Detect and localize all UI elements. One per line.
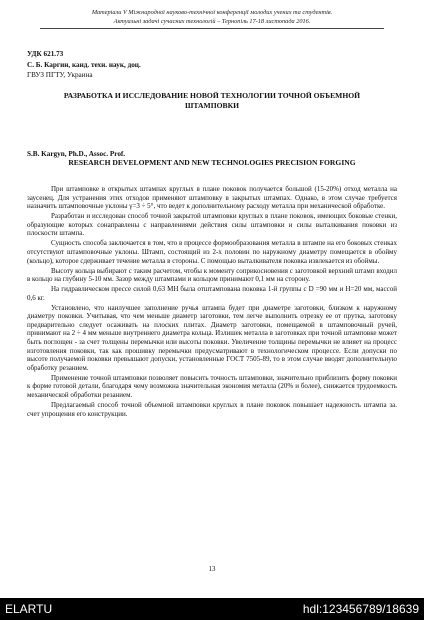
conference-header xyxy=(40,8,384,29)
header-rule xyxy=(40,28,384,29)
article-body xyxy=(27,185,397,420)
paragraph: Установлено, что наилучшее заполнение ручья штампа будет при диаметре заготовки, близком к наружному диаметру поковки. Учитывая, что чем меньше диаметр заготовки, тем легче выполнить отрезку ее от прутка, заготовку предварительно следует осаживать на плоских плитах. Диаметр заготовки, помещаемой в штамповочный ручей, принимают на 2 ÷ 4 мм меньше внутреннего диаметра кольца. Излишек металла в заготовках при точной штамповке может быть поглощен - за счет толщены перемычки или высоты поковки. Увеличение толщины перемычки не влияет на процесс изготовления поковки, так как прошивку перемычки предусматривают в технологическом процессе. Если допуски по высоте получаемой поковки превышают допуски, установленные ГОСТ 7505-89, то в этом случае вводят дополнительную обработку резанием. xyxy=(27,303,397,372)
paragraph: Разработан и исследован способ точной закрытой штамповки круглых в плане поковок, имеющих боковые стенки, образующие которых сонаправлены с направлениями действия силы штамповки и силы выталкивания поковки из плоскости штампа. xyxy=(27,212,397,238)
paragraph: Предлагаемый способ точной объемной штамповки круглых в плане поковок повышает надежность штампа за. счет упрощения его конструкции. xyxy=(27,400,397,418)
paragraph: При штамповке в открытых штампах круглых в плане поковок получается большой (15-20%) отход металла на заусенец. Для устранения этих отходов применяют штамповку в закрытых штампах. Однако, в этом случае требуется назначить штамповочные уклоны γ=3 ÷ 5°, что ведет к дополнительному расходу металла при механической обработке. xyxy=(27,185,397,211)
title-russian: РАЗРАБОТКА И ИССЛЕДОВАНИЕ НОВОЙ ТЕХНОЛОГИИ ТОЧНОЙ ОБЪЕМНОЙ ШТАМПОВКИ xyxy=(63,91,361,110)
author-english: S.B. Kargyn, Ph.D., Assoc. Prof. xyxy=(27,150,126,158)
repository-footer xyxy=(0,598,424,620)
udk-code: УДК 621.73 xyxy=(27,50,64,58)
title-english: RESEARCH DEVELOPMENT AND NEW TECHNOLOGIES PRECISION FORGING xyxy=(68,158,356,167)
affiliation: ГВУЗ ПГТУ, Украина xyxy=(27,71,93,79)
paragraph: Сущность способа заключается в том, что в процессе формообразования металла в штампе на его боковых стенках отсутствуют штамповочные уклоны. Штамп, состоящий из 2-х половин по наружному диаметру помещается в обойму (кольцо), которое сдерживает течение металла в стороны. С помощью выталкивателя поковка извлекается из обоймы. xyxy=(27,239,397,265)
page-number: 13 xyxy=(208,565,216,573)
handle-id[interactable]: hdl:123456789/18639 xyxy=(302,602,419,616)
header-line-1: Матеріали V Міжнародної науково-технічної конференції молодих учених та студентів. xyxy=(91,9,333,16)
author-ru: С. Б. Каргин, канд. техн. наук, доц. xyxy=(27,60,141,69)
repository-name[interactable]: ELARTU xyxy=(5,602,53,616)
paragraph: Применение точной штамповки позволяет повысить точность штамповки, значительно приблизить форму поковки к форме готовой детали, благодаря чему возможна значительная экономия металла (20% и более), снижается трудоемкость механической обработки резанием. xyxy=(27,373,397,399)
article-meta xyxy=(27,49,141,81)
paragraph: Высоту кольца выбирают с таким расчетом, чтобы к моменту соприкосновения с заготовкой верхний штамп входил в кольцо на глубину 5-10 мм. Зазор между штампами и кольцом принимают 0,1 мм на сторону. xyxy=(27,266,397,284)
paragraph: На гидравлическом прессе силой 0,63 МН была отштампована поковка 1-й группы с D =90 мм и H=20 мм, массой 0,6 кг. xyxy=(27,285,397,302)
header-line-2: Актуальні задачі сучасних технологій – Тернопіль 17-18 листопада 2016. xyxy=(113,18,311,25)
